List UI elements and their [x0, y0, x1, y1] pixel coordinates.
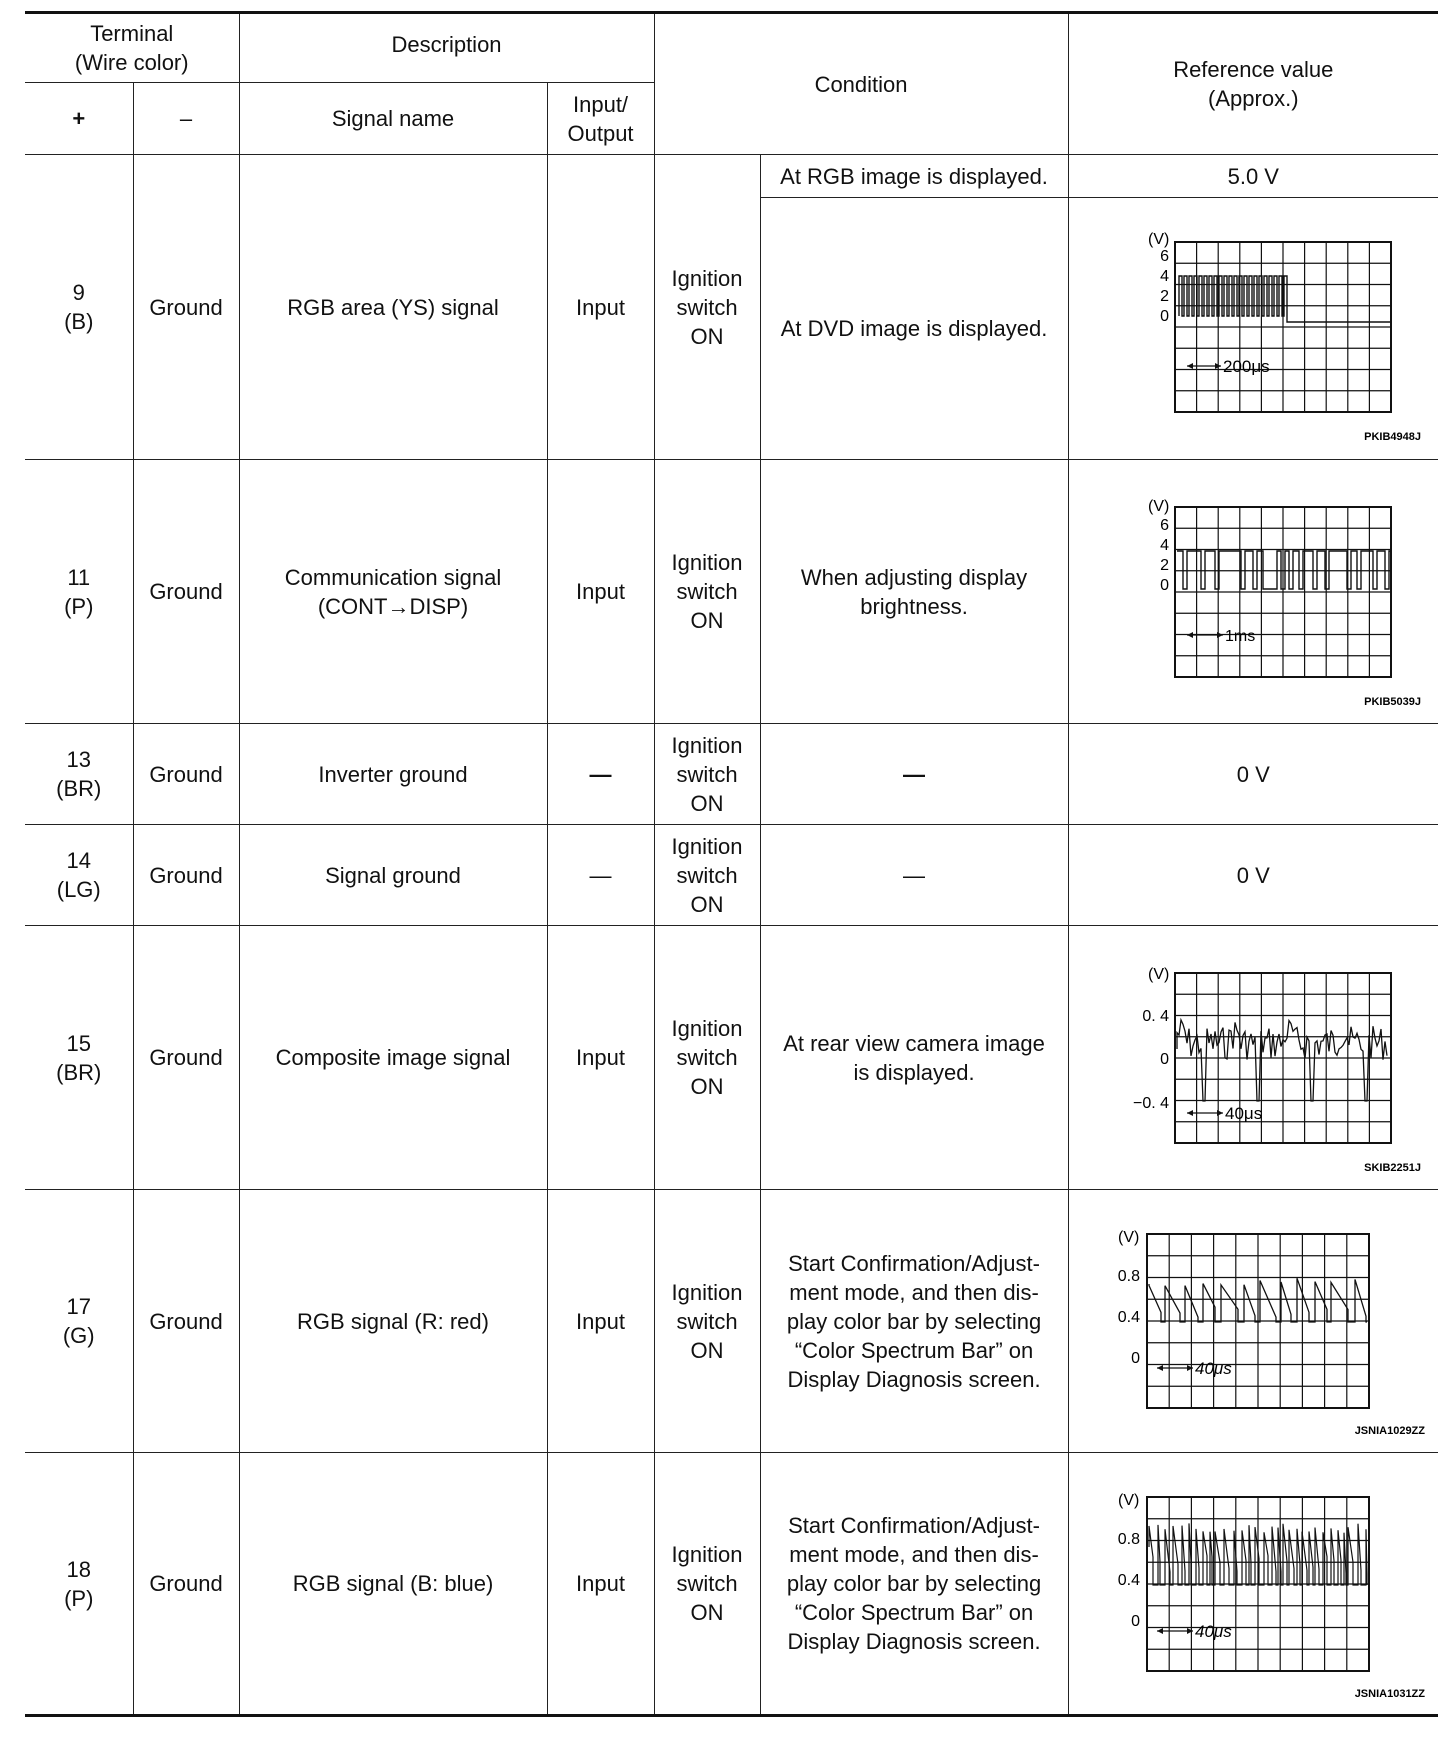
condition-line: play color bar by selecting [786, 1571, 1042, 1596]
table-row [25, 724, 1438, 825]
waveform-trace [1179, 276, 1391, 322]
reference-value-cell: 0 V [1068, 825, 1438, 926]
condition-line: ment mode, and then dis- [789, 1542, 1039, 1567]
wire-color: (P) [64, 593, 94, 619]
time-scale-marker [1187, 628, 1255, 645]
figure-id: PKIB4948J [1364, 430, 1422, 443]
terminal-number: 9 [72, 280, 85, 305]
on-label: ON [690, 1337, 724, 1363]
minus-cell: Ground [133, 926, 239, 1190]
waveform-trace [1177, 551, 1391, 589]
ignition-cell [654, 724, 760, 825]
time-scale-marker [1157, 1359, 1232, 1378]
y-tick: 2 [1160, 556, 1170, 574]
signal-name-cell: RGB area (YS) signal [239, 155, 547, 460]
time-scale-label: 40μs [1195, 1621, 1233, 1641]
y-tick: −0. 4 [1133, 1094, 1170, 1112]
condition-line: “Color Spectrum Bar” on [794, 1600, 1034, 1625]
terminal-cell [25, 460, 133, 724]
table-row [25, 1453, 1438, 1716]
oscilloscope-grid [1175, 507, 1391, 677]
signal-name-header: Signal name [239, 83, 547, 155]
switch-label: switch [676, 579, 738, 604]
terminal-cell [25, 825, 133, 926]
table-row [25, 155, 1438, 198]
condition-cell [760, 926, 1068, 1190]
signal-name-cell: Signal ground [239, 825, 547, 926]
reference-value-label: Reference value [1173, 57, 1334, 82]
y-tick: 0 [1160, 576, 1170, 594]
ignition-label: Ignition [671, 1016, 743, 1041]
io-cell: Input [547, 926, 654, 1190]
waveform-trace [1177, 1019, 1387, 1100]
oscilloscope-grid [1175, 242, 1391, 412]
waveform-figure [1073, 1457, 1433, 1711]
wire-color: (B) [64, 309, 94, 334]
terminal-header [25, 13, 239, 83]
table-row [25, 1190, 1438, 1453]
y-tick: 4 [1160, 536, 1170, 554]
ignition-label: Ignition [671, 265, 743, 291]
condition-line: When adjusting display [800, 564, 1028, 590]
condition-line: “Color Spectrum Bar” on [794, 1337, 1034, 1363]
waveform-cell [1068, 198, 1438, 460]
table-row [25, 460, 1438, 724]
io-cell: — [547, 825, 654, 926]
terminal-label: Terminal [90, 21, 174, 46]
condition-cell [760, 1190, 1068, 1453]
input-output-label-2: Output [567, 120, 634, 146]
oscilloscope-grid [1175, 973, 1391, 1143]
terminal-cell [25, 1453, 133, 1716]
on-label: ON [690, 891, 724, 917]
condition-line: Start Confirmation/Adjust- [788, 1250, 1040, 1276]
on-label: ON [690, 323, 724, 349]
reference-value-cell: 0 V [1068, 724, 1438, 825]
terminal-number: 15 [66, 1030, 91, 1056]
minus-cell: Ground [133, 825, 239, 926]
terminal-reference-table [25, 11, 1438, 1717]
terminal-number: 11 [67, 564, 91, 590]
wire-color: (LG) [56, 877, 101, 902]
y-tick: 0 [1131, 1350, 1141, 1367]
minus-header: – [133, 83, 239, 155]
ignition-label: Ignition [671, 1542, 743, 1567]
description-header: Description [239, 13, 654, 83]
terminal-cell [25, 926, 133, 1190]
table-row [25, 825, 1438, 926]
minus-cell: Ground [133, 460, 239, 724]
waveform-cell [1068, 1453, 1438, 1716]
condition-line: ment mode, and then dis- [789, 1279, 1039, 1305]
switch-label: switch [676, 761, 738, 787]
ignition-cell [654, 1190, 760, 1453]
plus-header: + [25, 83, 133, 155]
y-tick: 0.8 [1118, 1530, 1141, 1548]
condition-line: Display Diagnosis screen. [787, 1366, 1041, 1392]
condition-line: play color bar by selecting [786, 1308, 1042, 1334]
condition-cell: At RGB image is displayed. [760, 155, 1068, 198]
time-scale-label: 200μs [1223, 356, 1270, 376]
condition-line: Display Diagnosis screen. [787, 1629, 1041, 1654]
minus-cell: Ground [133, 1190, 239, 1453]
ignition-cell [654, 460, 760, 724]
waveform-figure [1073, 1194, 1433, 1448]
minus-cell: Ground [133, 1453, 239, 1716]
input-output-label-1: Input/ [573, 91, 629, 117]
minus-cell: Ground [133, 155, 239, 460]
switch-label: switch [676, 1571, 738, 1596]
switch-label: switch [676, 1308, 738, 1334]
switch-label: switch [676, 862, 738, 888]
on-label: ON [690, 790, 724, 816]
io-cell: — [547, 724, 654, 825]
waveform-figure [1073, 931, 1433, 1185]
waveform-figure [1073, 204, 1433, 454]
ignition-cell [654, 926, 760, 1190]
time-scale-label: 40μs [1225, 1103, 1263, 1123]
y-tick: 0.4 [1118, 1571, 1141, 1589]
input-output-header [547, 83, 654, 155]
io-cell: Input [547, 460, 654, 724]
waveform-cell [1068, 460, 1438, 724]
terminal-cell [25, 1190, 133, 1453]
condition-line: brightness. [860, 593, 968, 619]
header-row-1 [25, 13, 1438, 83]
unit-label: (V) [1148, 965, 1170, 983]
waveform-figure [1073, 465, 1433, 719]
signal-name-line: Communication signal [284, 564, 502, 590]
condition-line: Start Confirmation/Adjust- [788, 1513, 1040, 1538]
ignition-label: Ignition [671, 833, 743, 859]
condition-cell [760, 460, 1068, 724]
minus-cell: Ground [133, 724, 239, 825]
condition-line: At rear view camera image [783, 1030, 1045, 1056]
ignition-label: Ignition [671, 1279, 743, 1305]
ignition-cell [654, 155, 760, 460]
terminal-number: 14 [66, 848, 91, 873]
condition-cell: — [760, 724, 1068, 825]
unit-label: (V) [1118, 1229, 1140, 1246]
unit-label: (V) [1118, 1491, 1140, 1509]
terminal-cell [25, 155, 133, 460]
y-tick: 0. 4 [1142, 1007, 1170, 1025]
condition-cell: At DVD image is displayed. [760, 198, 1068, 460]
condition-cell [760, 1453, 1068, 1716]
terminal-number: 17 [66, 1294, 91, 1319]
signal-name-cell: Composite image signal [239, 926, 547, 1190]
time-scale-marker [1157, 1622, 1232, 1641]
waveform-cell [1068, 926, 1438, 1190]
on-label: ON [690, 1074, 724, 1099]
terminal-number: 18 [66, 1556, 91, 1582]
y-tick: 0 [1131, 1612, 1141, 1630]
y-tick: 0.4 [1118, 1309, 1141, 1326]
oscilloscope-grid [1147, 1497, 1369, 1671]
y-tick: 6 [1160, 516, 1170, 534]
condition-line: is displayed. [853, 1059, 975, 1085]
figure-id: JSNIA1029ZZ [1354, 1425, 1426, 1437]
wire-color: (BR) [56, 776, 102, 801]
ignition-label: Ignition [671, 732, 743, 758]
ignition-label: Ignition [671, 550, 743, 575]
signal-name-cell: RGB signal (B: blue) [239, 1453, 547, 1716]
unit-label: (V) [1148, 497, 1170, 515]
switch-label: switch [676, 1045, 738, 1070]
ignition-cell [654, 825, 760, 926]
io-cell: Input [547, 1453, 654, 1716]
io-cell: Input [547, 155, 654, 460]
switch-label: switch [676, 294, 738, 320]
y-tick: 0.8 [1118, 1268, 1141, 1285]
signal-name-line: (CONT→DISP) [317, 593, 469, 619]
condition-cell: — [760, 825, 1068, 926]
unit-label: (V) [1148, 230, 1170, 248]
table-row [25, 926, 1438, 1190]
time-scale-label: 40μs [1195, 1359, 1233, 1378]
figure-id: PKIB5039J [1364, 695, 1422, 708]
approx-label: (Approx.) [1208, 86, 1299, 111]
terminal-cell [25, 724, 133, 825]
signal-name-cell [239, 460, 547, 724]
time-scale-label: 1ms [1225, 627, 1256, 645]
figure-id: JSNIA1031ZZ [1354, 1687, 1426, 1700]
condition-header: Condition [654, 13, 1068, 155]
on-label: ON [690, 608, 724, 633]
reference-value-cell: 5.0 V [1068, 155, 1438, 198]
time-scale-marker [1187, 357, 1270, 376]
y-tick: 2 [1160, 287, 1170, 305]
y-tick: 0 [1160, 1050, 1170, 1068]
wire-color: (BR) [56, 1059, 102, 1085]
wire-color: (P) [64, 1585, 94, 1611]
y-tick: 4 [1160, 267, 1170, 285]
reference-value-header [1068, 13, 1438, 155]
signal-name-cell: Inverter ground [239, 724, 547, 825]
wire-color: (G) [62, 1323, 95, 1348]
terminal-number: 13 [66, 747, 91, 772]
wire-color-label: (Wire color) [74, 50, 189, 75]
ignition-cell [654, 1453, 760, 1716]
y-tick: 0 [1160, 307, 1170, 325]
y-tick: 6 [1160, 247, 1170, 265]
time-scale-marker [1187, 1104, 1262, 1123]
waveform-cell [1068, 1190, 1438, 1453]
signal-name-cell: RGB signal (R: red) [239, 1190, 547, 1453]
figure-id: SKIB2251J [1364, 1161, 1422, 1174]
on-label: ON [690, 1600, 724, 1625]
io-cell: Input [547, 1190, 654, 1453]
